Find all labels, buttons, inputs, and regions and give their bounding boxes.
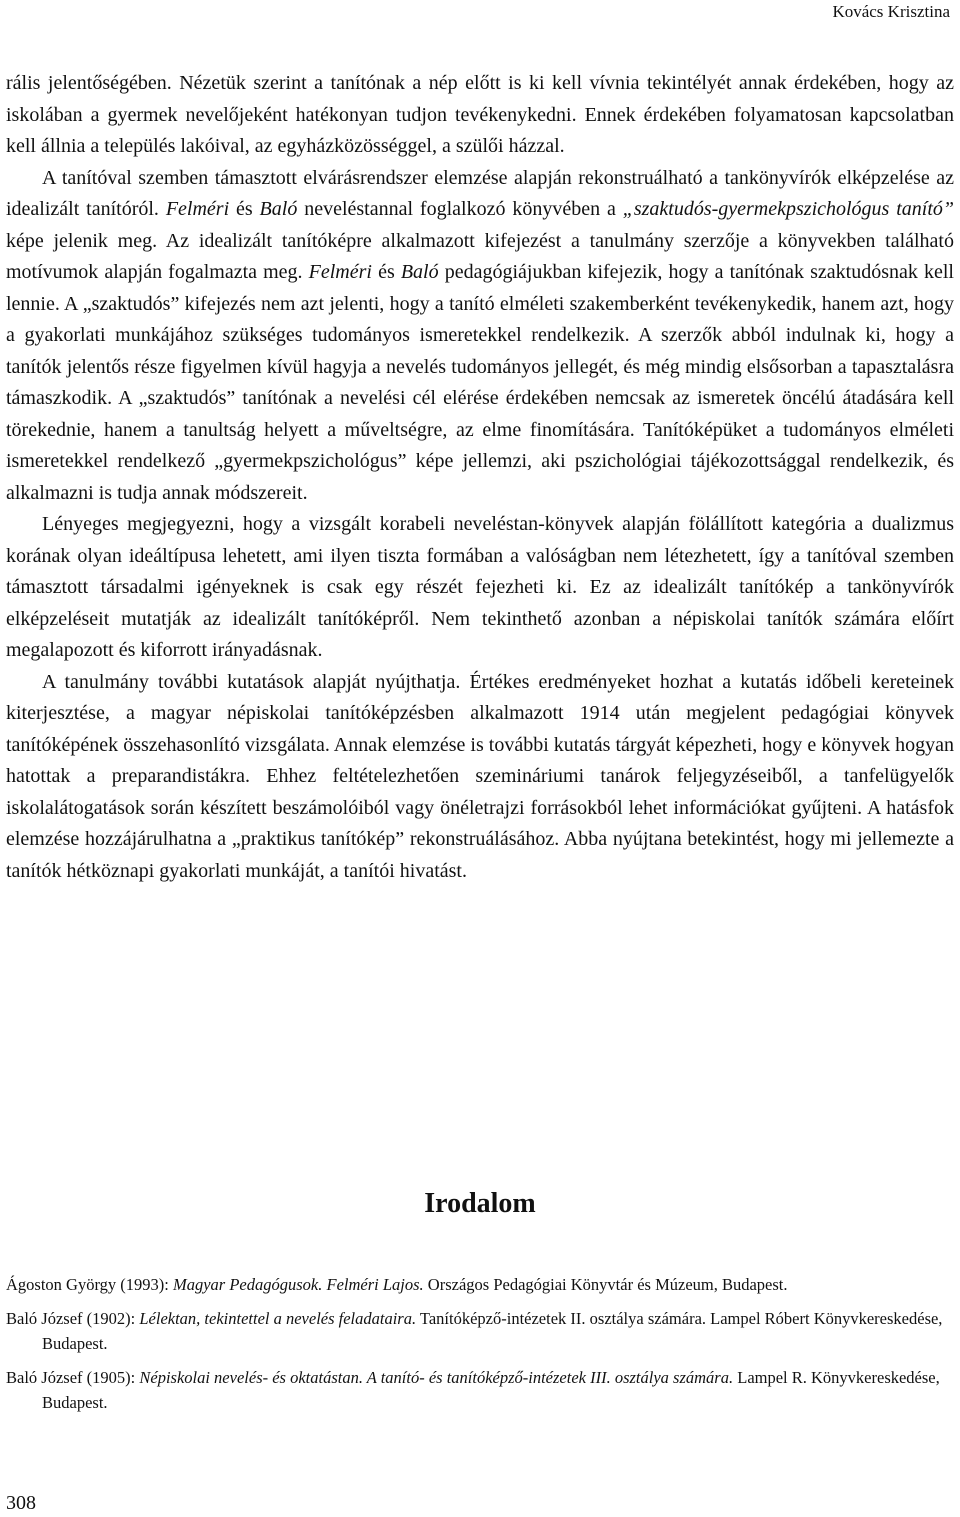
text-run: Baló József (1905):	[6, 1368, 140, 1387]
text-run: Lényeges megjegyezni, hogy a vizsgált korabeli neveléstan-könyvek alapján fölállított kategória a dualizmus korának olyan ideáltípusa lehetett, ami ilyen tiszta formában a valóságban nem létezhetett, így a tanítóval szemben támasztott társadalmi igényeknek is csak egy részét fejezheti ki. Ez az idealizált tanítókép a tankönyvírók elképzeléseit mutatják az idealizált tanítóképről. Nem tekinthető azonban a népiskolai tanítók számára előírt megalapozott és kiforrott irányadásnak.	[6, 513, 954, 661]
text-run: A tanítóval szemben támasztott elvárásrendszer elemzése alapján rekonstruálható a tankönyvírók elképzelése az idealizált tanítóról.	[6, 166, 954, 220]
italic-text-run: Magyar Pedagógusok. Felméri Lajos.	[172, 1275, 424, 1294]
text-run: neveléstannal foglalkozó könyvében a	[297, 198, 623, 220]
italic-text-run: Felméri	[308, 261, 372, 283]
reference-entry	[6, 1306, 954, 1356]
body-paragraph	[6, 667, 954, 888]
body-text	[6, 68, 954, 887]
text-run: A tanulmány további kutatások alapját nyújthatja. Értékes eredményeket hozhat a kutatás időbeli kereteinek kiterjesztése, a magyar népiskolai tanítóképzésben alkalmazott 1914 után megjelent pedagógiai könyvek tanítóképének összehasonlító vizsgálata. Annak elemzése is további kutatás tárgyát képezheti, hogy e könyvek hogyan hatottak a preparandistákra. Ehhez feltételezhetően szemináriumi tanárok feljegyzéseiből, a tanfelügyelők iskolalátogatások során készített beszámolóiból vagy önéletrajzi forrásokból lehet információkat gyűjteni. A hatásfok elemzése hozzájárulhatna a „praktikus tanítókép” rekonstruálásához. Abba nyújtana betekintést, hogy mi jellemezte a tanítók hétköznapi gyakorlati munkáját, a tanítói hivatást.	[6, 670, 954, 882]
body-paragraph	[6, 509, 954, 667]
text-run: Tanítóképző-intézetek II. osztálya számára. Lampel Róbert Könyvkereskedése, Budapest.	[42, 1309, 943, 1353]
text-run: és	[229, 198, 260, 220]
references-heading: Irodalom	[424, 1188, 536, 1219]
references-list	[6, 1272, 954, 1424]
reference-entry	[6, 1365, 954, 1415]
body-paragraph	[6, 163, 954, 510]
text-run: Baló József (1902):	[6, 1309, 140, 1328]
text-run: Országos Pedagógiai Könyvtár és Múzeum, Budapest.	[423, 1275, 788, 1294]
text-run: pedagógiájukban kifejezik, hogy a tanítónak szaktudósnak kell lennie. A „szaktudós” kifejezés nem azt jelenti, hogy a tanító elméleti szakemberként tevékenykedik, hanem azt, hogy a gyakorlati munkájához szükséges tudományos ismeretekkel rendelkezik. A szerzők abból indulnak ki, hogy a tanítók jelentős része figyelmen kívül hagyja a nevelés tudományos jellegét, és még mindig elsősorban a tapasztalásra támaszkodik. A „szaktudós” tanítónak a nevelési cél elérése érdekében nemcsak az ismeretek öncélú átadására kell törekednie, hanem a tanultság helyett a műveltségre, az elme finomítására. Tanítóképüket a tudományos elméleti ismeretekkel rendelkező „gyermekpszichológus” képe jellemzi, aki pszichológiai tájékozottsággal rendelkezik, és alkalmazni is tudja annak módszereit.	[6, 261, 954, 504]
body-paragraph	[6, 68, 954, 163]
running-header-author: Kovács Krisztina	[832, 2, 950, 21]
text-run: és	[371, 261, 401, 283]
text-run: rális jelentőségében. Nézetük szerint a tanítónak a nép előtt is ki kell vívnia tekintélyét annak érdekében, hogy az iskolában a gyermek nevelőjeként hatékonyan tudjon tevékenykedni. Ennek érdekében folyamatosan kapcsolatban kell állnia a település lakóival, az egyházközösséggel, a szülői házzal.	[6, 72, 954, 157]
text-run: képe jelenik meg. Az idealizált tanítóképre alkalmazott kifejezést a tanulmány szerzője a könyvekben található motívumok alapján fogalmazta meg.	[6, 229, 954, 283]
text-run: Lampel R. Könyvkereskedése, Budapest.	[42, 1368, 940, 1412]
page-number: 308	[6, 1492, 36, 1514]
text-run: Ágoston György (1993):	[6, 1275, 173, 1294]
reference-entry	[6, 1272, 954, 1297]
italic-text-run: Lélektan, tekintettel a nevelés feladataira.	[139, 1309, 417, 1328]
italic-text-run: Baló	[400, 261, 439, 283]
italic-text-run: Baló	[259, 198, 298, 220]
italic-text-run: Népiskolai nevelés- és oktatástan. A tanító- és tanítóképző-intézetek III. osztálya számára.	[139, 1368, 734, 1387]
italic-text-run: „szaktudós-gyermekpszichológus tanító”	[622, 198, 955, 220]
italic-text-run: Felméri	[165, 198, 230, 220]
